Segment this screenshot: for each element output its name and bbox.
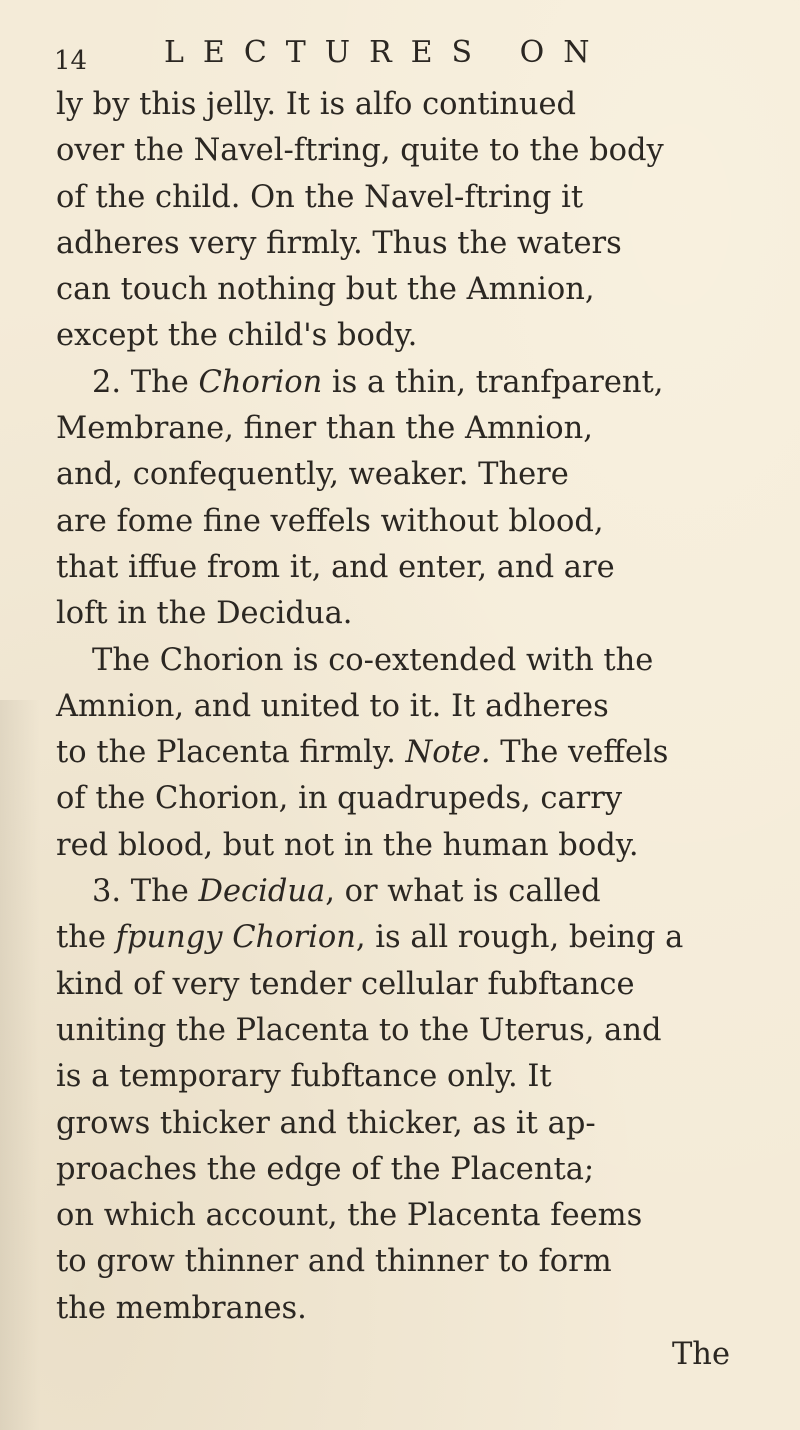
running-title: LECTURES ON	[164, 35, 609, 70]
text-line: The Chorion is co-extended with the	[92, 642, 654, 678]
page-number: 14	[54, 46, 88, 76]
text-run: 3. The	[92, 874, 199, 910]
text-line: of the Chorion, in quadrupeds, carry	[56, 781, 623, 817]
text-run: to the Placenta firmly.	[56, 735, 406, 771]
text-line: Membrane, finer than the Amnion,	[56, 411, 593, 447]
text-line-note	[56, 730, 746, 776]
text-line: proaches the edge of the Placenta;	[56, 1151, 595, 1187]
italic-term-decidua: Decidua	[198, 874, 326, 910]
text-line: red blood, but not in the human body.	[56, 827, 639, 863]
text-line: can touch nothing but the Amnion,	[56, 272, 595, 308]
italic-note: Note.	[405, 735, 491, 771]
text-line: of the child. On the Navel-ftring it	[56, 179, 584, 215]
text-line: and, confequently, weaker. There	[56, 457, 569, 493]
text-line: ly by this jelly. It is alfo continued	[56, 87, 577, 122]
text-line: on which account, the Placenta feems	[56, 1198, 643, 1234]
text-line-decidua-heading	[56, 869, 746, 915]
text-run: 2. The	[92, 364, 199, 400]
text-line: uniting the Placenta to the Uterus, and	[56, 1012, 662, 1048]
text-run: is a thin, tranfparent,	[322, 364, 664, 400]
page-gutter-shadow	[0, 700, 40, 1430]
text-line-spungy	[56, 915, 746, 961]
italic-term-spungy-chorion: fpungy Chorion	[115, 920, 356, 956]
text-line: the membranes.	[56, 1290, 307, 1326]
italic-term-chorion: Chorion	[198, 364, 323, 400]
catchword: The	[671, 1337, 730, 1373]
text-line: is a temporary fubftance only. It	[56, 1059, 552, 1095]
text-line: Amnion, and united to it. It adheres	[56, 688, 609, 724]
text-line: adheres very firmly. Thus the waters	[56, 225, 622, 261]
text-line: loft in the Decidua.	[56, 596, 353, 632]
text-run: The veffels	[490, 735, 669, 771]
text-line: except the child's body.	[56, 318, 418, 354]
text-run: , is all rough, being a	[355, 920, 684, 956]
text-line: are fome fine veffels without blood,	[56, 503, 604, 539]
text-line: kind of very tender cellular fubftance	[56, 966, 635, 1002]
text-line: over the Navel-ftring, quite to the body	[56, 133, 664, 169]
text-run: the	[56, 920, 116, 956]
text-run: , or what is called	[325, 874, 601, 910]
text-line: to grow thinner and thinner to form	[56, 1244, 612, 1280]
text-line: that iffue from it, and enter, and are	[56, 549, 615, 585]
body-text	[56, 82, 746, 1378]
text-line: grows thicker and thicker, as it ap-	[56, 1105, 596, 1141]
text-line-chorion-heading	[56, 360, 746, 406]
running-head	[50, 4, 750, 76]
